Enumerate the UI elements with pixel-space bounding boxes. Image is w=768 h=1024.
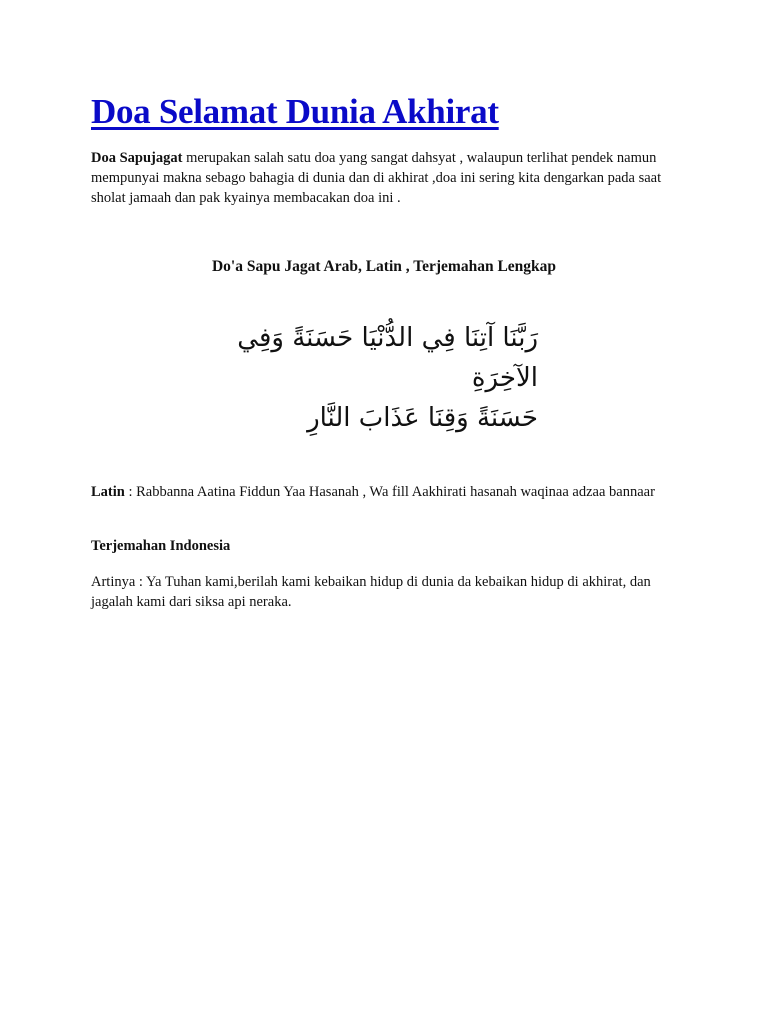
section-subtitle: Do'a Sapu Jagat Arab, Latin , Terjemahan Lengkap xyxy=(211,258,557,275)
latin-text: : Rabbanna Aatina Fiddun Yaa Hasanah , Wa fill Aakhirati hasanah waqinaa adzaa bannaar xyxy=(124,484,655,500)
arabic-line-2: حَسَنَةً وَقِنَا عَذَابَ النَّارِ xyxy=(307,403,538,433)
latin-paragraph xyxy=(91,482,691,502)
page-title-link[interactable]: Doa Selamat Dunia Akhirat xyxy=(91,92,499,131)
translation-paragraph: Artinya : Ya Tuhan kami,berilah kami kebaikan hidup di dunia da kebaikan hidup di akhirat, dan jagalah kami dari siksa api neraka. xyxy=(91,574,651,610)
intro-bold: Doa Sapujagat xyxy=(91,150,183,166)
latin-label: Latin xyxy=(91,484,125,500)
translation-heading: Terjemahan Indonesia xyxy=(91,538,231,554)
arabic-prayer-image xyxy=(236,318,538,438)
intro-text: merupakan salah satu doa yang sangat dahsyat , walaupun terlihat pendek namun mempunyai makna sebago bahagia di dunia dan di akhirat ,doa ini sering kita dengarkan pada saat sholat jamaah dan pak kyainya membacakan doa ini . xyxy=(91,150,662,206)
arabic-line-1: رَبَّنَا آتِنَا فِي الدُّنْيَا حَسَنَةً وَفِي الآخِرَةِ xyxy=(237,323,538,393)
intro-paragraph xyxy=(91,148,691,208)
